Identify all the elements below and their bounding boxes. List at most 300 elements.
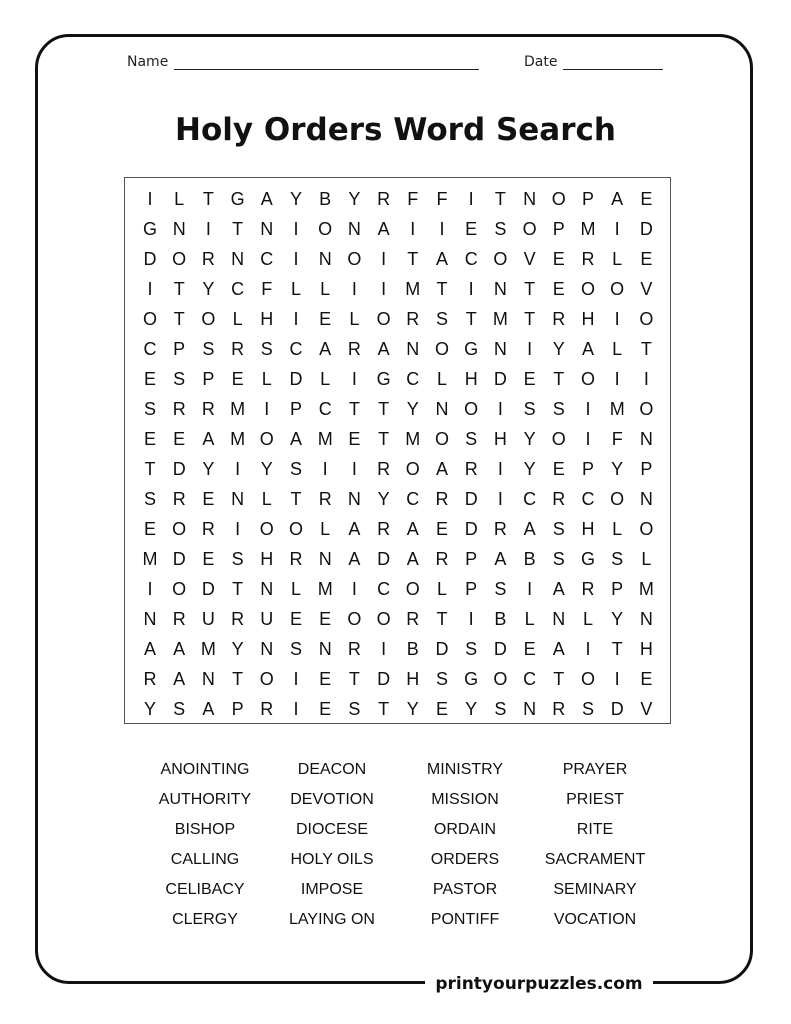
grid-letter[interactable]: Y (552, 339, 565, 359)
grid-letter[interactable]: I (468, 609, 474, 629)
grid-letter[interactable]: A (494, 549, 507, 569)
grid-letter[interactable]: A (173, 639, 186, 659)
grid-letter[interactable]: N (260, 219, 274, 239)
grid-letter[interactable]: R (260, 699, 274, 719)
grid-letter[interactable]: A (348, 519, 361, 539)
grid-letter[interactable]: L (261, 489, 272, 509)
grid-letter[interactable]: N (172, 219, 186, 239)
grid-letter[interactable]: I (293, 249, 299, 269)
grid-letter[interactable]: H (464, 369, 478, 389)
grid-letter[interactable]: E (143, 519, 156, 539)
grid-letter[interactable]: P (231, 699, 244, 719)
grid-letter[interactable]: S (465, 639, 478, 659)
grid-letter[interactable]: D (172, 459, 186, 479)
grid-letter[interactable]: R (377, 519, 391, 539)
grid-letter[interactable]: E (319, 309, 332, 329)
grid-letter[interactable]: D (201, 579, 215, 599)
grid-letter[interactable]: I (468, 279, 474, 299)
grid-letter[interactable]: S (289, 459, 302, 479)
grid-letter[interactable]: T (173, 279, 185, 299)
grid-letter[interactable]: E (202, 489, 215, 509)
grid-letter[interactable]: N (435, 399, 449, 419)
grid-letter[interactable]: R (201, 399, 215, 419)
grid-letter[interactable]: M (492, 309, 508, 329)
grid-letter[interactable]: T (465, 309, 477, 329)
grid-letter[interactable]: G (464, 669, 479, 689)
grid-letter[interactable]: I (322, 459, 328, 479)
grid-letter[interactable]: R (406, 309, 420, 329)
grid-letter[interactable]: N (523, 189, 537, 209)
grid-letter[interactable]: O (172, 249, 187, 269)
grid-letter[interactable]: C (289, 339, 303, 359)
grid-letter[interactable]: I (293, 699, 299, 719)
grid-letter[interactable]: O (405, 459, 420, 479)
grid-letter[interactable]: L (320, 369, 331, 389)
grid-letter[interactable]: I (147, 279, 153, 299)
grid-letter[interactable]: O (201, 309, 216, 329)
grid-letter[interactable]: E (231, 369, 244, 389)
grid-letter[interactable]: M (638, 579, 654, 599)
grid-letter[interactable]: T (436, 609, 448, 629)
grid-letter[interactable]: E (640, 249, 653, 269)
grid-letter[interactable]: I (585, 429, 591, 449)
grid-letter[interactable]: T (611, 639, 623, 659)
grid-letter[interactable]: I (643, 369, 649, 389)
grid-letter[interactable]: R (201, 519, 215, 539)
grid-letter[interactable]: O (405, 579, 420, 599)
grid-letter[interactable]: H (639, 639, 653, 659)
grid-letter[interactable]: S (143, 489, 156, 509)
grid-letter[interactable]: C (406, 369, 420, 389)
grid-letter[interactable]: U (201, 609, 215, 629)
grid-letter[interactable]: Y (465, 699, 478, 719)
grid-letter[interactable]: A (260, 189, 273, 209)
grid-letter[interactable]: V (640, 699, 653, 719)
grid-letter[interactable]: O (639, 399, 654, 419)
grid-letter[interactable]: M (405, 279, 421, 299)
grid-letter[interactable]: L (174, 189, 185, 209)
grid-letter[interactable]: L (582, 609, 593, 629)
grid-letter[interactable]: I (351, 369, 357, 389)
grid-letter[interactable]: O (610, 279, 625, 299)
grid-letter[interactable]: S (611, 549, 624, 569)
grid-letter[interactable]: I (527, 579, 533, 599)
grid-letter[interactable]: O (288, 519, 303, 539)
grid-letter[interactable]: O (376, 309, 391, 329)
grid-letter[interactable]: I (351, 279, 357, 299)
grid-letter[interactable]: F (261, 279, 273, 299)
grid-letter[interactable]: S (494, 699, 507, 719)
grid-letter[interactable]: T (378, 699, 390, 719)
grid-letter[interactable]: P (552, 219, 565, 239)
grid-letter[interactable]: E (435, 699, 448, 719)
grid-letter[interactable]: I (293, 219, 299, 239)
grid-letter[interactable]: R (231, 609, 245, 629)
grid-letter[interactable]: I (147, 579, 153, 599)
grid-letter[interactable]: H (260, 549, 274, 569)
grid-letter[interactable]: O (551, 429, 566, 449)
grid-letter[interactable]: R (172, 609, 186, 629)
grid-letter[interactable]: S (173, 369, 186, 389)
grid-letter[interactable]: V (640, 279, 653, 299)
grid-letter[interactable]: O (318, 219, 333, 239)
grid-letter[interactable]: N (318, 249, 332, 269)
grid-letter[interactable]: R (406, 609, 420, 629)
grid-letter[interactable]: L (320, 279, 331, 299)
grid-letter[interactable]: C (260, 249, 274, 269)
grid-letter[interactable]: T (640, 339, 652, 359)
grid-letter[interactable]: L (261, 369, 272, 389)
grid-letter[interactable]: D (377, 669, 391, 689)
grid-letter[interactable]: M (230, 399, 246, 419)
grid-letter[interactable]: A (406, 519, 419, 539)
grid-letter[interactable]: M (405, 429, 421, 449)
grid-letter[interactable]: N (639, 429, 653, 449)
grid-letter[interactable]: E (523, 639, 536, 659)
grid-letter[interactable]: O (142, 309, 157, 329)
grid-letter[interactable]: A (406, 549, 419, 569)
grid-letter[interactable]: T (524, 309, 536, 329)
grid-letter[interactable]: R (347, 639, 361, 659)
grid-letter[interactable]: S (552, 399, 565, 419)
grid-letter[interactable]: P (202, 369, 215, 389)
grid-letter[interactable]: T (173, 309, 185, 329)
grid-letter[interactable]: I (614, 219, 620, 239)
grid-letter[interactable]: Y (289, 189, 302, 209)
grid-letter[interactable]: A (581, 339, 594, 359)
grid-letter[interactable]: I (293, 669, 299, 689)
grid-letter[interactable]: A (435, 249, 448, 269)
grid-letter[interactable]: N (347, 219, 361, 239)
grid-letter[interactable]: E (143, 369, 156, 389)
grid-letter[interactable]: R (581, 249, 595, 269)
grid-letter[interactable]: L (612, 519, 623, 539)
grid-letter[interactable]: A (377, 339, 390, 359)
grid-letter[interactable]: S (552, 549, 565, 569)
grid-letter[interactable]: T (553, 669, 565, 689)
grid-letter[interactable]: A (202, 429, 215, 449)
grid-letter[interactable]: T (378, 399, 390, 419)
grid-letter[interactable]: N (639, 609, 653, 629)
grid-letter[interactable]: D (493, 369, 507, 389)
grid-letter[interactable]: S (173, 699, 186, 719)
grid-letter[interactable]: E (173, 429, 186, 449)
grid-letter[interactable]: O (493, 669, 508, 689)
grid-letter[interactable]: Y (523, 459, 536, 479)
grid-letter[interactable]: C (523, 489, 537, 509)
grid-letter[interactable]: T (436, 279, 448, 299)
grid-letter[interactable]: A (377, 219, 390, 239)
grid-letter[interactable]: M (200, 639, 216, 659)
grid-letter[interactable]: G (464, 339, 479, 359)
grid-letter[interactable]: I (351, 459, 357, 479)
grid-letter[interactable]: E (319, 609, 332, 629)
grid-letter[interactable]: E (202, 549, 215, 569)
grid-letter[interactable]: P (581, 459, 594, 479)
grid-letter[interactable]: F (611, 429, 623, 449)
grid-letter[interactable]: I (614, 669, 620, 689)
grid-letter[interactable]: E (289, 609, 302, 629)
grid-letter[interactable]: O (464, 399, 479, 419)
grid-letter[interactable]: Y (406, 399, 419, 419)
grid-letter[interactable]: Y (611, 459, 624, 479)
grid-letter[interactable]: S (581, 699, 594, 719)
grid-letter[interactable]: R (289, 549, 303, 569)
grid-letter[interactable]: Y (143, 699, 156, 719)
grid-letter[interactable]: Y (202, 459, 215, 479)
grid-letter[interactable]: R (172, 489, 186, 509)
grid-letter[interactable]: M (317, 579, 333, 599)
grid-letter[interactable]: O (551, 189, 566, 209)
grid-letter[interactable]: P (465, 549, 478, 569)
grid-letter[interactable]: D (435, 639, 449, 659)
grid-letter[interactable]: E (319, 699, 332, 719)
grid-letter[interactable]: E (640, 669, 653, 689)
grid-letter[interactable]: L (290, 579, 301, 599)
grid-letter[interactable]: I (381, 639, 387, 659)
grid-letter[interactable]: T (144, 459, 156, 479)
grid-letter[interactable]: R (172, 399, 186, 419)
grid-letter[interactable]: N (523, 699, 537, 719)
grid-letter[interactable]: E (435, 519, 448, 539)
grid-letter[interactable]: A (173, 669, 186, 689)
grid-letter[interactable]: D (172, 549, 186, 569)
grid-letter[interactable]: C (523, 669, 537, 689)
grid-letter[interactable]: S (289, 639, 302, 659)
grid-letter[interactable]: H (493, 429, 507, 449)
grid-letter[interactable]: I (614, 309, 620, 329)
grid-letter[interactable]: Y (260, 459, 273, 479)
grid-letter[interactable]: D (289, 369, 303, 389)
grid-letter[interactable]: O (347, 609, 362, 629)
grid-letter[interactable]: I (205, 219, 211, 239)
grid-letter[interactable]: P (581, 189, 594, 209)
grid-letter[interactable]: L (524, 609, 535, 629)
grid-letter[interactable]: E (552, 249, 565, 269)
grid-letter[interactable]: I (468, 189, 474, 209)
grid-letter[interactable]: N (231, 489, 245, 509)
grid-letter[interactable]: C (143, 339, 157, 359)
grid-letter[interactable]: C (581, 489, 595, 509)
grid-letter[interactable]: F (436, 189, 448, 209)
grid-letter[interactable]: G (580, 549, 595, 569)
grid-letter[interactable]: T (232, 579, 244, 599)
grid-letter[interactable]: O (347, 249, 362, 269)
grid-letter[interactable]: R (231, 339, 245, 359)
grid-letter[interactable]: I (235, 519, 241, 539)
grid-letter[interactable]: I (410, 219, 416, 239)
grid-letter[interactable]: T (524, 279, 536, 299)
grid-letter[interactable]: T (232, 669, 244, 689)
grid-letter[interactable]: N (231, 249, 245, 269)
grid-letter[interactable]: C (231, 279, 245, 299)
grid-letter[interactable]: C (318, 399, 332, 419)
grid-letter[interactable]: M (609, 399, 625, 419)
grid-letter[interactable]: R (552, 309, 566, 329)
grid-letter[interactable]: D (493, 639, 507, 659)
grid-letter[interactable]: E (523, 369, 536, 389)
grid-letter[interactable]: R (435, 549, 449, 569)
grid-letter[interactable]: S (435, 669, 448, 689)
grid-letter[interactable]: Y (611, 609, 624, 629)
grid-letter[interactable]: N (347, 489, 361, 509)
grid-letter[interactable]: S (435, 309, 448, 329)
grid-letter[interactable]: T (553, 369, 565, 389)
grid-letter[interactable]: F (407, 189, 419, 209)
grid-letter[interactable]: D (143, 249, 157, 269)
grid-letter[interactable]: H (406, 669, 420, 689)
grid-letter[interactable]: T (407, 249, 419, 269)
grid-letter[interactable]: S (348, 699, 361, 719)
grid-letter[interactable]: O (580, 369, 595, 389)
grid-letter[interactable]: E (552, 279, 565, 299)
grid-letter[interactable]: I (351, 579, 357, 599)
grid-letter[interactable]: I (497, 399, 503, 419)
grid-letter[interactable]: E (319, 669, 332, 689)
grid-letter[interactable]: R (552, 699, 566, 719)
grid-letter[interactable]: I (381, 279, 387, 299)
grid-letter[interactable]: I (497, 489, 503, 509)
grid-letter[interactable]: A (319, 339, 332, 359)
grid-letter[interactable]: C (406, 489, 420, 509)
grid-letter[interactable]: M (580, 219, 596, 239)
grid-letter[interactable]: O (172, 579, 187, 599)
grid-letter[interactable]: N (493, 279, 507, 299)
grid-letter[interactable]: I (147, 189, 153, 209)
grid-letter[interactable]: S (260, 339, 273, 359)
grid-letter[interactable]: D (464, 519, 478, 539)
grid-letter[interactable]: N (201, 669, 215, 689)
grid-letter[interactable]: O (522, 219, 537, 239)
grid-letter[interactable]: A (523, 519, 536, 539)
grid-letter[interactable]: N (493, 339, 507, 359)
grid-letter[interactable]: T (378, 429, 390, 449)
grid-letter[interactable]: O (580, 279, 595, 299)
grid-letter[interactable]: N (318, 639, 332, 659)
grid-letter[interactable]: S (143, 399, 156, 419)
grid-letter[interactable]: M (230, 429, 246, 449)
grid-letter[interactable]: D (464, 489, 478, 509)
grid-letter[interactable]: E (348, 429, 361, 449)
grid-letter[interactable]: O (259, 429, 274, 449)
grid-letter[interactable]: M (142, 549, 158, 569)
grid-letter[interactable]: N (318, 549, 332, 569)
grid-letter[interactable]: L (612, 339, 623, 359)
grid-letter[interactable]: Y (202, 279, 215, 299)
grid-letter[interactable]: O (610, 489, 625, 509)
grid-letter[interactable]: O (580, 669, 595, 689)
grid-letter[interactable]: I (585, 639, 591, 659)
grid-letter[interactable]: O (639, 309, 654, 329)
grid-letter[interactable]: E (465, 219, 478, 239)
grid-letter[interactable]: P (640, 459, 653, 479)
grid-letter[interactable]: Y (377, 489, 390, 509)
name-line[interactable] (174, 57, 479, 70)
grid-letter[interactable]: Y (231, 639, 244, 659)
grid-letter[interactable]: L (436, 579, 447, 599)
grid-letter[interactable]: A (611, 189, 624, 209)
grid-letter[interactable]: L (320, 519, 331, 539)
grid-letter[interactable]: R (493, 519, 507, 539)
grid-letter[interactable]: P (173, 339, 186, 359)
grid-letter[interactable]: H (581, 309, 595, 329)
grid-letter[interactable]: N (260, 639, 274, 659)
grid-letter[interactable]: R (377, 459, 391, 479)
grid-letter[interactable]: O (259, 669, 274, 689)
grid-letter[interactable]: I (293, 309, 299, 329)
grid-letter[interactable]: A (143, 639, 156, 659)
grid-letter[interactable]: O (493, 249, 508, 269)
grid-letter[interactable]: L (612, 249, 623, 269)
grid-letter[interactable]: Y (348, 189, 361, 209)
grid-letter[interactable]: T (202, 189, 214, 209)
grid-letter[interactable]: I (439, 219, 445, 239)
grid-letter[interactable]: B (494, 609, 507, 629)
grid-letter[interactable]: I (381, 249, 387, 269)
grid-letter[interactable]: R (552, 489, 566, 509)
grid-letter[interactable]: I (497, 459, 503, 479)
grid-letter[interactable]: N (406, 339, 420, 359)
grid-letter[interactable]: D (610, 699, 624, 719)
grid-letter[interactable]: L (290, 279, 301, 299)
grid-letter[interactable]: T (232, 219, 244, 239)
grid-letter[interactable]: R (201, 249, 215, 269)
grid-letter[interactable]: R (464, 459, 478, 479)
grid-letter[interactable]: R (143, 669, 157, 689)
grid-letter[interactable]: N (639, 489, 653, 509)
grid-letter[interactable]: B (319, 189, 332, 209)
grid-letter[interactable]: R (435, 489, 449, 509)
grid-letter[interactable]: O (376, 609, 391, 629)
grid-letter[interactable]: V (523, 249, 536, 269)
grid-letter[interactable]: A (202, 699, 215, 719)
grid-letter[interactable]: N (552, 609, 566, 629)
grid-letter[interactable]: H (581, 519, 595, 539)
grid-letter[interactable]: I (527, 339, 533, 359)
grid-letter[interactable]: B (523, 549, 536, 569)
grid-letter[interactable]: C (377, 579, 391, 599)
grid-letter[interactable]: G (376, 369, 391, 389)
grid-letter[interactable]: G (230, 189, 245, 209)
grid-letter[interactable]: L (232, 309, 243, 329)
grid-letter[interactable]: L (349, 309, 360, 329)
grid-letter[interactable]: D (377, 549, 391, 569)
grid-letter[interactable]: A (289, 429, 302, 449)
grid-letter[interactable]: B (406, 639, 419, 659)
grid-letter[interactable]: T (348, 399, 360, 419)
grid-letter[interactable]: S (523, 399, 536, 419)
grid-letter[interactable]: O (172, 519, 187, 539)
grid-letter[interactable]: H (260, 309, 274, 329)
grid-letter[interactable]: D (639, 219, 653, 239)
grid-letter[interactable]: L (436, 369, 447, 389)
grid-letter[interactable]: I (585, 399, 591, 419)
grid-letter[interactable]: O (259, 519, 274, 539)
grid-letter[interactable]: C (464, 249, 478, 269)
grid-letter[interactable]: I (235, 459, 241, 479)
grid-letter[interactable]: M (317, 429, 333, 449)
grid-letter[interactable]: R (347, 339, 361, 359)
grid-letter[interactable]: G (142, 219, 157, 239)
grid-letter[interactable]: A (435, 459, 448, 479)
grid-letter[interactable]: S (494, 579, 507, 599)
grid-letter[interactable]: A (552, 579, 565, 599)
grid-letter[interactable]: I (264, 399, 270, 419)
grid-letter[interactable]: O (434, 339, 449, 359)
grid-letter[interactable]: T (290, 489, 302, 509)
grid-letter[interactable]: O (434, 429, 449, 449)
grid-letter[interactable]: R (318, 489, 332, 509)
